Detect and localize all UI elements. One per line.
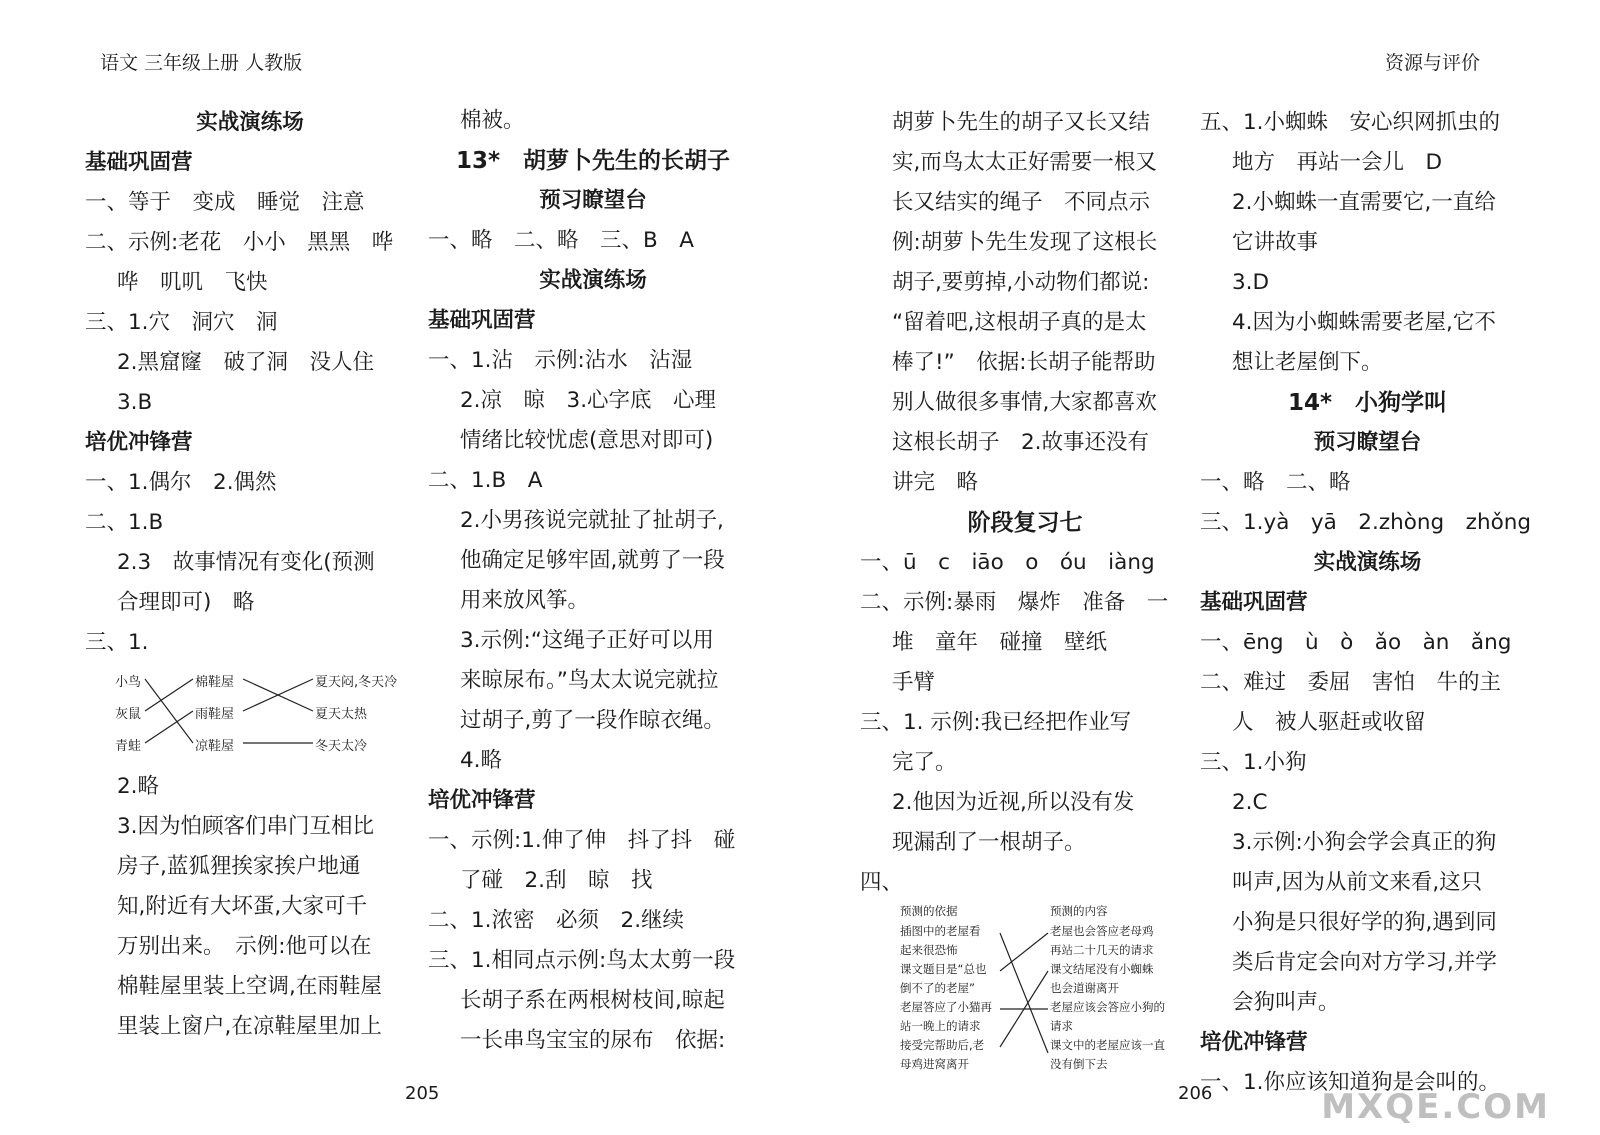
text-line: 堆 童年 碰撞 壁纸 <box>892 630 1108 655</box>
match-item: 站一晚上的请求 <box>900 1019 981 1033</box>
text-line: 一、1.偶尔 2.偶然 <box>85 470 277 495</box>
match-item: 夏天闷,冬天冷 <box>315 675 398 690</box>
section-heading: 预习瞭望台 <box>1313 430 1422 455</box>
section-heading: 阶段复习七 <box>967 510 1083 536</box>
text-line: 三、1.穴 洞穴 洞 <box>85 310 278 335</box>
text-line: 完了。 <box>892 750 957 775</box>
text-line: 一、1.你应该知道狗是会叫的。 <box>1200 1070 1501 1095</box>
match-item: 也会道谢离开 <box>1050 981 1119 995</box>
text-line: 一、1.沾 示例:沾水 沾湿 <box>428 348 693 373</box>
text-line: 二、1.浓密 必须 2.继续 <box>428 908 685 933</box>
text-line: 2.3 故事情况有变化(预测 <box>117 550 375 575</box>
match-item: 母鸡进窝离开 <box>900 1057 969 1071</box>
text-line: 2.凉 晾 3.心字底 心理 <box>460 388 717 413</box>
section-heading: 实战演练场 <box>1313 550 1422 575</box>
section-heading: 预习瞭望台 <box>539 188 647 213</box>
text-line: 长胡子系在两根树枝间,晾起 <box>460 988 725 1013</box>
match-item: 雨鞋屋 <box>195 707 235 722</box>
match-item: 灰鼠 <box>115 707 142 722</box>
text-line: 棒了!” 依据:长胡子能帮助 <box>892 350 1156 375</box>
match-item: 老屋答应了小猫再 <box>900 1000 992 1014</box>
text-line: “留着吧,这根胡子真的是太 <box>892 310 1147 335</box>
section-heading: 基础巩固营 <box>1200 590 1308 615</box>
text-line: 3.示例:小狗会学会真正的狗 <box>1232 830 1497 855</box>
match-item: 倒不了的老屋” <box>900 981 975 995</box>
match-item: 接受完帮助后,老 <box>900 1038 985 1052</box>
match-lines <box>115 663 415 767</box>
section-heading: 培优冲锋营 <box>1200 1030 1308 1055</box>
watermark: MXQE.COM <box>1321 1087 1550 1127</box>
page-number-left: 205 <box>405 1083 440 1104</box>
text-line: 三、1. 示例:我已经把作业写 <box>860 710 1132 735</box>
section-heading: 实战演练场 <box>539 268 647 293</box>
text-line: 它讲故事 <box>1232 230 1319 255</box>
text-line: 棉鞋屋里装上空调,在雨鞋屋 <box>117 974 382 999</box>
text-line: 胡萝卜先生的胡子又长又结 <box>892 110 1151 135</box>
text-line: 4.略 <box>460 748 503 773</box>
match-line <box>145 679 193 711</box>
text-line: 想让老屋倒下。 <box>1232 350 1383 375</box>
match-line <box>145 679 193 743</box>
section-heading: 实战演练场 <box>196 110 304 135</box>
text-line: 一、等于 变成 睡觉 注意 <box>85 190 365 215</box>
text-line: 一长串鸟宝宝的尿布 依据: <box>460 1028 726 1053</box>
text-line: 类后肯定会向对方学习,并学 <box>1232 950 1497 975</box>
match-item: 冬天太冷 <box>315 739 368 754</box>
match-item: 再站二十几天的请求 <box>1050 943 1154 957</box>
text-line: 2.小男孩说完就扯了扯胡子, <box>460 508 724 533</box>
text-line: 一、示例:1.伸了伸 抖了抖 碰 <box>428 828 736 853</box>
text-line: 用来放风筝。 <box>460 588 590 613</box>
text-line: 三、1.小狗 <box>1200 750 1307 775</box>
text-line: 合理即可) 略 <box>117 590 255 615</box>
matching-diagram-animals <box>115 663 415 767</box>
column-2 <box>428 101 758 1061</box>
text-line: 会狗叫声。 <box>1232 990 1340 1015</box>
text-line: 二、难过 委屈 害怕 牛的主 <box>1200 670 1502 695</box>
text-line: 四、 <box>860 870 904 895</box>
text-line: 知,附近有大坏蛋,大家可千 <box>117 894 368 919</box>
match-lines <box>900 903 1060 1083</box>
text-line: 地方 再站一会儿 D <box>1232 150 1443 175</box>
text-line: 这根长胡子 2.故事还没有 <box>892 430 1150 455</box>
text-line: 一、ēng ù ò ǎo àn ǎng <box>1200 630 1512 655</box>
text-line: 情绪比较忧虑(意思对即可) <box>460 428 714 453</box>
match-item: 请求 <box>1050 1019 1073 1033</box>
text-line: 来晾尿布。”鸟太太说完就拉 <box>460 668 719 693</box>
text-line: 人 被人驱赶或收留 <box>1232 710 1426 735</box>
match-header-right: 预测的内容 <box>1050 904 1108 918</box>
text-line: 2.他因为近视,所以没有发 <box>892 790 1135 815</box>
text-line: 3.示例:“这绳子正好可以用 <box>460 628 714 653</box>
column-1 <box>85 103 415 1047</box>
text-line: 4.因为小蜘蛛需要老屋,它不 <box>1232 310 1496 335</box>
text-line: 2.黑窟窿 破了洞 没人住 <box>117 350 375 375</box>
section-heading: 培优冲锋营 <box>428 788 536 813</box>
text-line: 二、示例:老花 小小 黑黑 哗 <box>85 230 394 255</box>
text-line: 例:胡萝卜先生发现了这根长 <box>892 230 1158 255</box>
header-left: 语文 三年级上册 人教版 <box>100 52 303 74</box>
text-line: 里装上窗户,在凉鞋屋里加上 <box>117 1014 382 1039</box>
text-line: 2.略 <box>117 774 160 799</box>
text-line: 叫声,因为从前文来看,这只 <box>1232 870 1483 895</box>
text-line: 现漏刮了一根胡子。 <box>892 830 1086 855</box>
text-line: 了碰 2.刮 晾 找 <box>460 868 653 893</box>
text-line: 二、1.B A <box>428 468 543 493</box>
text-line: 一、略 二、略 三、B A <box>428 228 694 253</box>
column-3 <box>860 103 1190 1083</box>
match-item: 老屋应该会答应小狗的 <box>1050 1000 1165 1014</box>
text-line: 胡子,要剪掉,小动物们都说: <box>892 270 1150 295</box>
text-line: 五、1.小蜘蛛 安心织网抓虫的 <box>1200 110 1501 135</box>
text-line: 一、ū c iāo o óu iàng <box>860 550 1155 575</box>
match-item: 老屋也会答应老母鸡 <box>1050 924 1154 938</box>
section-heading: 13* 胡萝卜先生的长胡子 <box>455 148 731 174</box>
match-item: 夏天太热 <box>315 707 368 722</box>
match-item: 起来很恐怖 <box>900 943 958 957</box>
text-line: 二、1.B <box>85 510 164 535</box>
text-line: 房子,蓝狐狸挨家挨户地通 <box>117 854 361 879</box>
text-line: 万别出来。 示例:他可以在 <box>117 934 372 959</box>
text-line: 三、1. <box>85 630 149 655</box>
text-line: 过胡子,剪了一段作晾衣绳。 <box>460 708 725 733</box>
header-right: 资源与评价 <box>1385 52 1481 74</box>
page-number-right: 206 <box>1178 1083 1213 1104</box>
section-heading: 14* 小狗学叫 <box>1287 390 1448 416</box>
match-item: 课文结尾没有小蜘蛛 <box>1050 962 1154 976</box>
text-line: 讲完 略 <box>892 470 979 495</box>
text-line: 二、示例:暴雨 爆炸 准备 一 <box>860 590 1169 615</box>
match-line <box>145 711 193 743</box>
text-line: 哗 叽叽 飞快 <box>117 270 268 295</box>
match-item: 插图中的老屋看 <box>900 924 981 938</box>
match-item: 凉鞋屋 <box>195 739 235 754</box>
text-line: 棉被。 <box>460 108 525 133</box>
match-item: 没有倒下去 <box>1050 1057 1108 1071</box>
text-line: 一、略 二、略 <box>1200 470 1351 495</box>
text-line: 他确定足够牢固,就剪了一段 <box>460 548 725 573</box>
text-line: 三、1.相同点示例:鸟太太剪一段 <box>428 948 736 973</box>
section-heading: 基础巩固营 <box>85 150 193 175</box>
matching-diagram-prediction <box>900 903 1190 1083</box>
match-item: 棉鞋屋 <box>195 675 235 690</box>
match-header-left: 预测的依据 <box>900 904 958 918</box>
section-heading: 基础巩固营 <box>428 308 536 333</box>
text-line: 三、1.yà yā 2.zhòng zhǒng <box>1200 510 1532 535</box>
text-line: 3.D <box>1232 270 1270 295</box>
text-line: 2.小蜘蛛一直需要它,一直给 <box>1232 190 1496 215</box>
section-heading: 培优冲锋营 <box>85 430 193 455</box>
text-line: 2.C <box>1232 790 1268 815</box>
match-item: 小鸟 <box>115 675 142 690</box>
match-item: 课文中的老屋应该一直 <box>1050 1038 1165 1052</box>
text-line: 3.因为怕顾客们串门互相比 <box>117 814 375 839</box>
text-line: 小狗是只很好学的狗,遇到同 <box>1232 910 1497 935</box>
text-line: 别人做很多事情,大家都喜欢 <box>892 390 1157 415</box>
column-4 <box>1200 103 1535 1103</box>
text-line: 手臂 <box>892 670 936 695</box>
text-line: 3.B <box>117 390 153 415</box>
match-item: 青蛙 <box>115 739 142 754</box>
text-line: 长又结实的绳子 不同点示 <box>892 190 1151 215</box>
match-item: 课文题目是“总也 <box>900 962 987 976</box>
text-line: 实,而鸟太太正好需要一根又 <box>892 150 1157 175</box>
